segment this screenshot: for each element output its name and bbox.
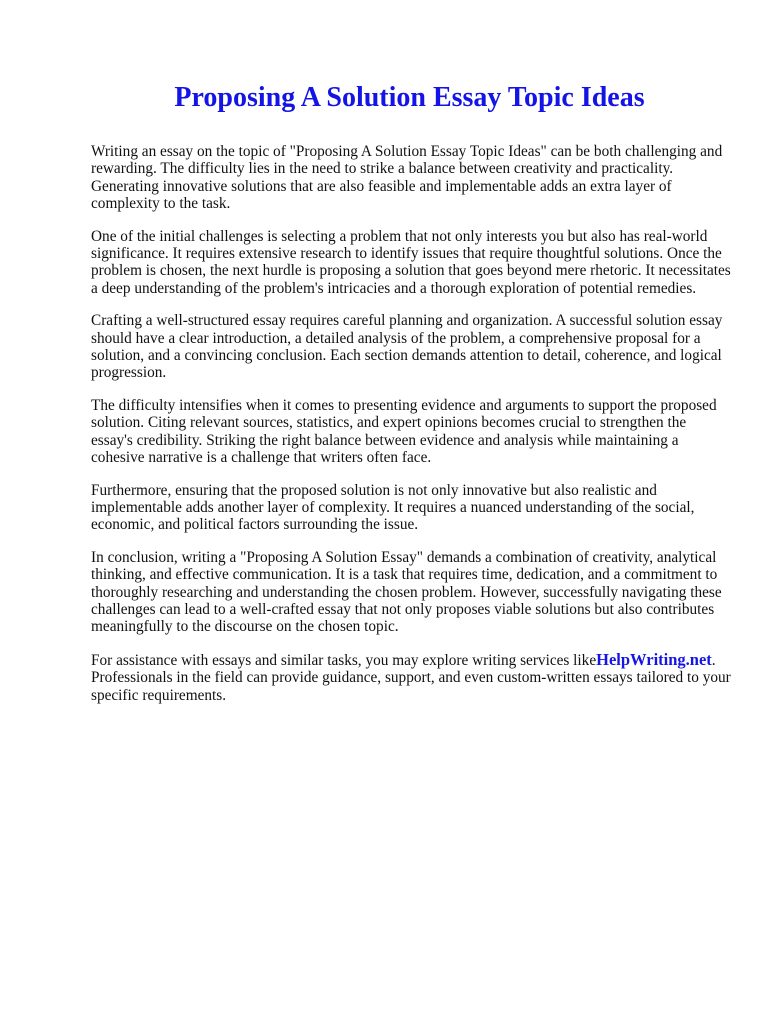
paragraph-3: Crafting a well-structured essay requires careful planning and organization. A successful solution essay should have a clear introduction, a detailed analysis of the problem, a comprehensive proposal for a solution, and a convincing conclusion. Each section demands attention to detail, coherence, and logical progression. bbox=[91, 312, 723, 382]
closing-text-after-link: . Professionals in the field can provide guidance, support, and even custom-written essays tailored to your specific requirements. bbox=[91, 651, 731, 704]
document-body bbox=[91, 143, 731, 704]
closing-text-before-link: For assistance with essays and similar tasks, you may explore writing services like bbox=[91, 651, 597, 669]
paragraph-6: In conclusion, writing a "Proposing A Solution Essay" demands a combination of creativity, analytical thinking, and effective communication. It is a task that requires time, dedication, and a commitment to thoroughly researching and understanding the chosen problem. However, successfully navigating these challenges can lead to a well-crafted essay that not only proposes viable solutions but also contributes meaningfully to the discourse on the chosen topic. bbox=[91, 548, 722, 636]
closing-paragraph bbox=[91, 651, 731, 704]
paragraph-4: The difficulty intensifies when it comes to presenting evidence and arguments to support the proposed solution. Citing relevant sources, statistics, and expert opinions becomes crucial to strengthen the essay's credibility. Striking the right balance between evidence and analysis while maintaining a cohesive narrative is a challenge that writers often face. bbox=[91, 396, 717, 467]
page-title: Proposing A Solution Essay Topic Ideas bbox=[174, 82, 645, 113]
paragraph-2: One of the initial challenges is selecting a problem that not only interests you but also has real-world significance. It requires extensive research to identify issues that require thoughtful solutions. Once the problem is chosen, the next hurdle is proposing a solution that goes beyond mere rhetoric. It necessitates a deep understanding of the problem's intricacies and a thorough exploration of potential remedies. bbox=[91, 227, 731, 297]
paragraph-1: Writing an essay on the topic of "Proposing A Solution Essay Topic Ideas" can be both challenging and rewarding. The difficulty lies in the need to strike a balance between creativity and practicality. Generating innovative solutions that are also feasible and implementable adds an extra layer of complexity to the task. bbox=[91, 143, 723, 213]
helpwriting-link[interactable]: HelpWriting.net bbox=[596, 649, 712, 669]
paragraph-5: Furthermore, ensuring that the proposed solution is not only innovative but also realistic and implementable adds another layer of complexity. It requires a nuanced understanding of the social, economic, and political factors surrounding the issue. bbox=[91, 481, 695, 534]
